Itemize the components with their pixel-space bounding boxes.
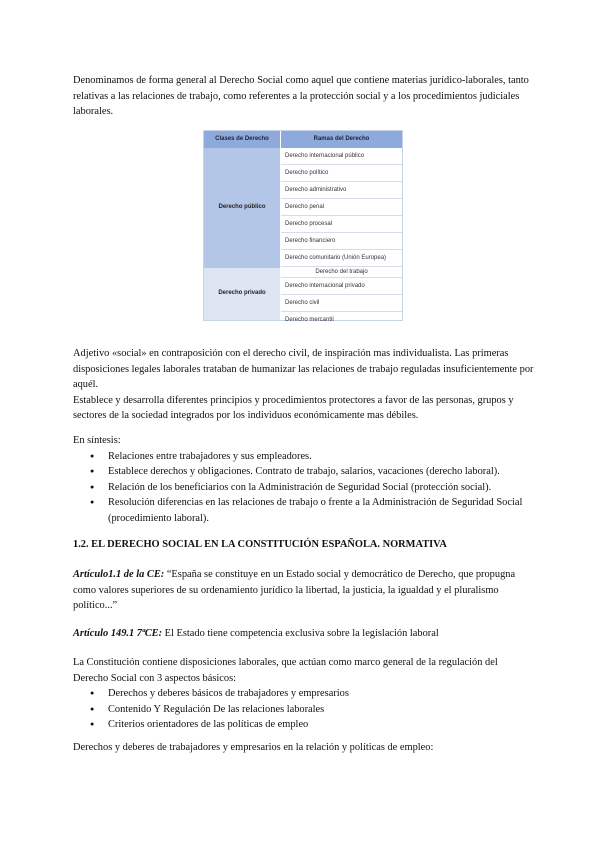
- article-1-1-text: “España se constituye en un Estado social y democrático de Derecho, que propugna como valores superiores de su ordenamiento jurídico la libertad, la justicia, la igualdad y el pluralismo político...”: [73, 569, 516, 611]
- constitution-intro: La Constitución contiene disposiciones laborales, que actúan como marco general de la regulación del Derecho Social con 3 aspectos básicos:: [73, 657, 498, 684]
- table-header-classes: Clases de Derecho: [204, 131, 281, 148]
- list-item: ● Establece derechos y obligaciones. Contrato de trabajo, salarios, vacaciones (derecho laboral).: [108, 464, 535, 480]
- table-row: Derecho financiero: [281, 233, 402, 250]
- table-row: Derecho penal: [281, 199, 402, 216]
- table-row: Derecho internacional público: [281, 148, 402, 165]
- table-row-work-law: Derecho del trabajo: [281, 267, 402, 278]
- private-law-cell: Derecho privado: [204, 268, 280, 320]
- social-adjective-section: Adjetivo «social» en contraposición con el derecho civil, de inspiración mas individualista. Las primeras disposiciones legales laborales trataban de humanizar las relaciones de trabajo reguladas insuficientemente por aquél. Establece y desarrolla diferentes principios y procedimientos protectores a favor de las personas, grupos y sectores de la sociedad integrados por los individuos económicamente mas débiles.: [73, 348, 534, 421]
- intro-paragraph: Denominamos de forma general al Derecho Social como aquel que contiene materias jurídico-laborales, tanto relativas a las relaciones de trabajo, como referentes a la protección social y a los procedimientos judiciales laborales.: [73, 75, 529, 117]
- list-item: ● Relaciones entre trabajadores y sus empleadores.: [108, 449, 535, 465]
- article-149-text: El Estado tiene competencia exclusiva sobre la legislación laboral: [162, 628, 439, 639]
- article-149: [73, 626, 535, 642]
- table-row: Derecho civil: [281, 295, 402, 312]
- closing-paragraph: Derechos y deberes de trabajadores y empresarios en la relación y políticas de empleo:: [73, 742, 434, 753]
- table-row: Derecho internacional privado: [281, 278, 402, 295]
- table-row: Derecho político: [281, 165, 402, 182]
- table-row: Derecho administrativo: [281, 182, 402, 199]
- summary-label: En síntesis:: [73, 435, 121, 446]
- law-classes-table: [203, 130, 403, 321]
- list-item: ● Derechos y deberes básicos de trabajadores y empresarios: [108, 686, 535, 702]
- list-item: ● Relación de los beneficiarios con la Administración de Seguridad Social (protección social).: [108, 480, 535, 496]
- list-item: ● Resolución diferencias en las relaciones de trabajo o frente a la Administración de Seguridad Social (procedimiento laboral).: [108, 495, 535, 526]
- public-law-cell: Derecho público: [204, 148, 280, 268]
- article-1-1-label: Artículo1.1 de la CE:: [73, 569, 165, 580]
- list-item: ● Contenido Y Regulación De las relaciones laborales: [108, 702, 535, 718]
- table-header-branches: Ramas del Derecho: [281, 131, 402, 148]
- table-row: Derecho mercantil: [285, 317, 334, 323]
- summary-section: [73, 433, 535, 526]
- summary-list: [73, 449, 535, 527]
- constitution-section: [73, 655, 535, 733]
- section-heading: 1.2. EL DERECHO SOCIAL EN LA CONSTITUCIÓN ESPAÑOLA. NORMATIVA: [73, 539, 447, 550]
- article-149-label: Artículo 149.1 7ªCE:: [73, 628, 163, 639]
- list-item: ● Criterios orientadores de las políticas de empleo: [108, 717, 535, 733]
- article-1-1: [73, 567, 535, 614]
- constitution-list: [73, 686, 535, 733]
- table-row: Derecho comunitario (Unión Europea): [281, 250, 402, 267]
- table-row: Derecho procesal: [281, 216, 402, 233]
- branches-column: [281, 148, 402, 329]
